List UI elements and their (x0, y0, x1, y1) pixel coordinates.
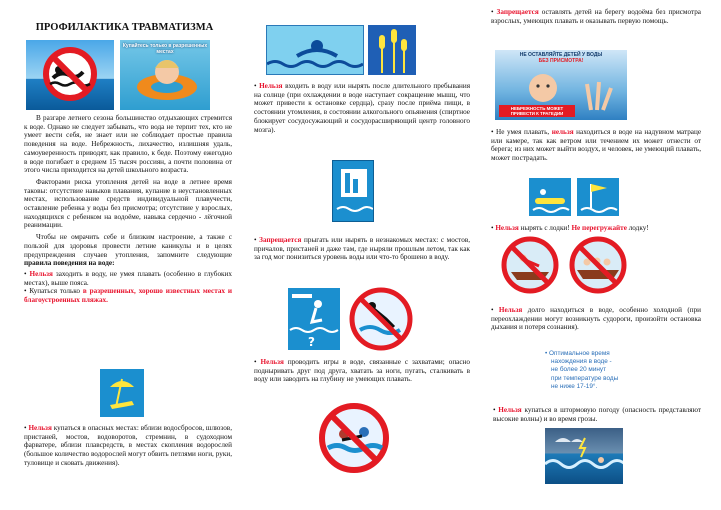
rule-item: • Купаться только в разрешенных, хорошо известных местах и благоустроенных пляжах. (24, 287, 233, 305)
rule-text: прыгать или нырять в незнакомых местах: с мостов, причалов, пристаней и даже там, где ныряли прошлым летом, так как за год мог понизиться уровень воды или что-то брошено в воду. (254, 236, 471, 262)
no-diving-from-boat-sign-image (501, 236, 559, 294)
rule-item: • Нельзя нырять с лодки! Не перегружайте лодку! (491, 224, 649, 232)
rule-text: долго находиться в воде, особенно холодной (при переохлаждении могут возникнуть судороги, произойти остановка дыхания и потеря сознания). (491, 306, 702, 332)
rule-item: • Запрещается оставлять детей на берегу водоёма без присмотра взрослых, умеющих плавать и оказывать первую помощь. (491, 8, 701, 25)
no-diving-sign-image (348, 286, 414, 352)
poster-headline: НЕ ОСТАВЛЯЙТЕ ДЕТЕЙ У ВОДЫ БЕЗ ПРИСМОТРА! (519, 52, 603, 64)
rule-text: Не умея плавать, (496, 128, 550, 136)
warning-word: нельзя (551, 128, 574, 136)
warning-word: Нельзя (28, 424, 52, 432)
swim-after-sun-sign-image (332, 160, 374, 222)
storm-weather-image (545, 428, 623, 484)
rule-text: входить в воду или нырять после длительного пребывания на солнце (при охлаждении в воде наступает сокращение мышц, что может привести к остановке сердца), сразу после приёма пищи, в состоянии утомления, в состоянии алкогольного опьянения (спиртное блокирует сосудосужающий и сосудорасширяющий центр головного мозга). (254, 82, 471, 134)
rule-item: • Нельзя купаться в опасных местах: вблизи водосбросов, шлюзов, пристаней, мостов, водоворотов, стремнин, в судоходном фарватере, вблизи плавсредств, в местах скопления водорослей (большое количество водорослей могут обвить петлями ноги, руки, туловище и сковать движения). (24, 424, 232, 467)
column-left (0, 0, 240, 510)
rule-text: заходить в воду, не умея плавать (особенно в глубоких местах), выше пояса. (24, 269, 232, 287)
air-mattress-sign-image (529, 178, 571, 216)
warning-word: Нельзя (498, 306, 523, 314)
rule-text: находиться в воде на надувном матраце или камере, так как ветром или течением их может отнести от берега; из них может выйти воздух, и человек, не умеющий плавать, может пострадать. (491, 128, 702, 163)
warning-word: Нельзя (29, 269, 53, 278)
no-water-games-sign-image (318, 402, 390, 474)
warning-word: Не перегружайте (571, 224, 627, 232)
warning-word: Нельзя (498, 406, 522, 414)
rule-text: купаться в опасных местах: вблизи водосбросов, шлюзов, пристаней, мостов, водоворотов, стремнин, в судоходном фарватере, вблизи плавсредств, в местах скопления водорослей (большое количество водорослей могут обвить петлями ноги, руки, туловище и сковать движения). (24, 424, 232, 467)
swimmer-waves-sign-image (266, 25, 364, 75)
column-right (481, 0, 721, 510)
warning-word: Нельзя (259, 82, 283, 90)
column-middle (240, 0, 481, 510)
note-line: • Оптимальное время (545, 350, 610, 357)
beach-sign-image (100, 369, 144, 417)
rule-text: оставлять детей на берегу водоёма без присмотра взрослых, умеющих плавать и оказывать первую помощь. (491, 8, 701, 25)
page-title: ПРОФИЛАКТИКА ТРАВМАТИЗМА (35, 22, 214, 33)
risk-factors-paragraph: Факторами риска утопления детей на воде в летнее время таковы: отсутствие навыков плавания, купание в неустановленных местах, использование средств индивидуальной плавучести, оставление ребенка у воды без присмотра; отсутствие у взрослых, находящихся с ребенком на водоёме, навыка сердечно - лёгочной реанимации. (24, 177, 232, 230)
reeds-sign-image (368, 25, 416, 75)
no-swimming-sign-image (26, 40, 114, 110)
rule-item: • Нельзя входить в воду или нырять после длительного пребывания на солнце (при охлаждении в воде наступает сокращение мышц, что может привести к остановке сердца), сразу после приёма пищи, в состоянии утомления, в состоянии алкогольного опьянения (спиртное блокирует сосудосужающий и сосудорасширяющий центр головного мозга). (254, 82, 471, 134)
warning-word: Запрещается (259, 236, 302, 244)
unattended-child-poster-image (495, 50, 627, 120)
note-line: не ниже 17-19°. (551, 382, 598, 390)
optimal-time-note (545, 350, 665, 391)
warning-word: Нельзя (260, 358, 284, 366)
child-swim-ring-image (120, 40, 210, 110)
rule-item: • Нельзя долго находиться в воде, особенно холодной (при переохлаждении могут возникнуть судороги, произойти остановка дыхания и потеря сознания). (491, 306, 702, 332)
rule-item: • Не умея плавать, нельзя находиться в воде на надувном матраце или камере, так как ветром или течением их может отнести от берега; из них может выйти воздух, и человек, не умеющий плавать, может пострадать. (491, 128, 702, 163)
rule-text: лодку! (628, 224, 649, 232)
note-line: не более 20 минут (551, 366, 607, 374)
rule-text: Купаться только (29, 287, 80, 296)
rules-heading: правила поведения на воде: (24, 259, 115, 268)
rule-text: проводить игры в воде, связанные с захватами; опасно подныривать друг под друга, хватать за ноги, пугать, сталкивать в воду или заводить на глубину не умеющих плавать. (254, 358, 470, 384)
note-line: при температуре воды (551, 374, 619, 382)
rule-item: • Запрещается прыгать или нырять в незнакомых местах: с мостов, причалов, пристаней и даже там, где ныряли прошлым летом, так как за год мог понизиться уровень воды или что-то брошено в воду. (254, 236, 471, 262)
warning-word: Запрещается (496, 8, 539, 16)
rule-highlight: в разрешенных, хорошо известных местах и благоустроенных пляжах. (24, 287, 233, 305)
boat-overload-sign-image (567, 236, 629, 294)
flag-wind-sign-image (577, 178, 619, 216)
rules-intro-text: Чтобы не омрачить себе и близким настроение, а также с пользой для здоровья провести летние каникулы и в целях предупреждения случаев утопления, запомните следующие (24, 233, 232, 259)
intro-paragraph: В разгаре летнего сезона большинство отдыхающих стремится к воде. Однако не следует забывать, что вода не терпит тех, кто не умеет вести себя, не знает или не соблюдает простые правила поведения на воде. Небрежность, лихачество, излишняя удаль, самоуверенность приводят, как правило, к беде. Поэтому ежегодно в воде погибает в среднем 15 тысяч россиян, а почти половина от этого числа приходится на детей школьного возраста. (24, 114, 232, 175)
svg-text:?: ? (308, 335, 315, 349)
rule-text: нырять с лодки! (520, 224, 570, 232)
rule-item: • Нельзя проводить игры в воде, связанные с захватами; опасно подныривать друг под друга, хватать за ноги, пугать, сталкивать в воду или заводить на глубину не умеющих плавать. (254, 358, 470, 384)
warning-word: Нельзя (495, 224, 519, 232)
rules-intro-paragraph (24, 233, 232, 268)
diving-sign-image (288, 288, 340, 350)
note-line: нахождения в воде - (551, 358, 612, 366)
rule-item: • Нельзя заходить в воду, не умея плавать (особенно в глубоких местах), выше пояса. (24, 269, 232, 287)
banner-caption: Купайтесь только в разрешенных местах (122, 43, 208, 55)
rule-item: • Нельзя купаться в штормовую погоду (опасность представляют высокие волны) и во время грозы. (493, 406, 701, 423)
rule-text: купаться в штормовую погоду (опасность представляют высокие волны) и во время грозы. (493, 406, 701, 423)
poster-caption: НЕБРЕЖНОСТЬ МОЖЕТ ПРИВЕСТИ К ТРАГЕДИИ (499, 105, 575, 117)
